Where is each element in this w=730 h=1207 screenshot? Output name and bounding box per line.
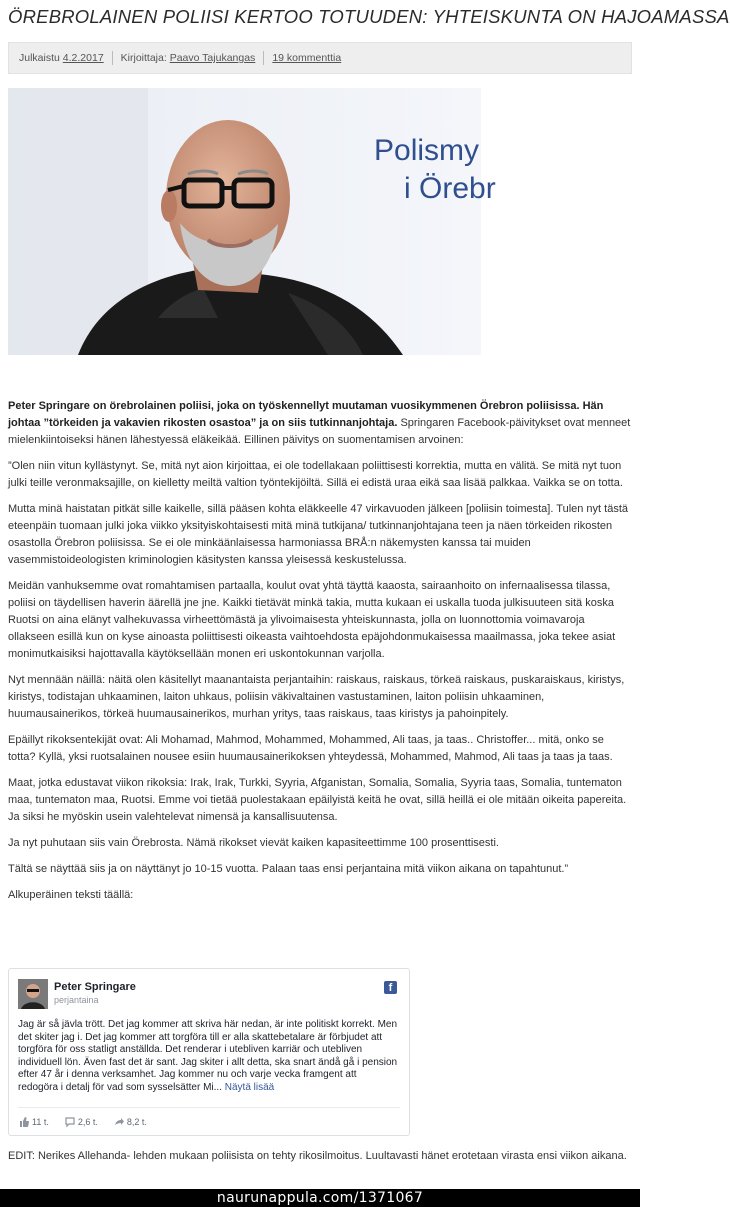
comment-icon <box>65 1117 75 1127</box>
background-sign-text: i Örebr <box>404 172 496 205</box>
article-meta-bar <box>8 42 632 74</box>
site-watermark: naurunappula.com/1371067 <box>0 1189 640 1207</box>
meta-divider <box>112 51 113 65</box>
lead-rest-text: Springaren Facebook-päivitykset ovat menneet mielenkiintoiseksi hänen lähestyessä eläkeikää. Eillinen päivitys on suomentamisen arvoinen: <box>8 417 631 446</box>
quote-paragraph: Ja nyt puhutaan siis vain Örebrosta. Nämä rikokset vievät kaiken kapasiteettimme 100 prosenttisesti. <box>8 837 499 849</box>
fb-post-body: Jag är så jävla trött. Det jag kommer att skriva här nedan, är inte politiskt korrekt. Men det skiter jag i. Det jag kommer att torgföra till er alla skattebetalare är förbjudet att torgföra för oss statligt anställda. Det renderar i utebliven karriär och utebliven individuell lön. Även fast det är sant. Jag skiter i allt detta, ska snart ändå gå i pension efter 47 år i denna verksamhet. Jag kommer nu och varje vecka framgent att redogöra i detalj för vad som sysselsätter Mi... <box>18 1019 398 1093</box>
lead-paragraph <box>8 398 632 449</box>
meta-divider <box>263 51 264 65</box>
quote-paragraph: Nyt mennään näillä: näitä olen käsitellyt maanantaista perjantaihin: raiskaus, raiskaus, törkeä raiskaus, puskaraiskaus, kiristys, kiristys, todistajan uhkaaminen, laiton uhkaus, poliisin väkivaltainen vastustaminen, laiton poliisin uhkaaminen, huumausainerikos, törkeä huumausainerikos, murhan yritys, taas raiskaus, taas kiristys ja pahoinpitely. <box>8 674 625 720</box>
fb-shares-count: 8,2 t. <box>126 1117 147 1127</box>
author-link[interactable]: Paavo Tajukangas <box>169 52 256 64</box>
fb-shares[interactable] <box>114 1117 147 1127</box>
fb-see-more-link[interactable]: Näytä lisää <box>224 1081 275 1093</box>
background-sign-text: Polismy <box>374 134 480 167</box>
facebook-logo-icon[interactable]: f <box>384 981 397 994</box>
quote-paragraph: Maat, jotka edustavat viikon rikoksia: Irak, Irak, Turkki, Syyria, Afganistan, Somalia, Somalia, Syyria taas, Somalia, tuntematon maa, tuntematon maa, Ruotsi. Emme voi tietää puolestakaan epäilyistä keitä he ovat, sillä heillä ei ole mitään oikeita papereita. Ja siksi he myöskin usein valehtelevat nimensä ja kansallisuutensa. <box>8 777 627 823</box>
facebook-embed-card[interactable] <box>8 968 410 1136</box>
quote-paragraph: Epäillyt rikoksentekijät ovat: Ali Mohamad, Mahmod, Mohammed, Mohammed, Ali taas, ja taas.. Christoffer... mitä, onko se totta? Kyllä, yksi ruotsalainen nousee esiin huumausainerikoksen yhteydessä, Mohammed, Mahmod, Ali taas ja taas ja taas. <box>8 734 613 763</box>
fb-likes-count: 11 t. <box>32 1117 49 1127</box>
quote-paragraph: Mutta minä haistatan pitkät sille kaikelle, sillä pääsen kohta eläkkeelle 47 virkavuoden jälkeen [poliisin toimesta]. Tulen nyt tästä eteenpäin tuomaan julki joka viikko yksityiskohtaisesti mitä minä tutkijana/ tutkinnanjohtajana teen ja näen törkeiden rikosten osastolla Örebron poliisissa. Se ei ole minkäänlaisessa harmoniassa BRÅ:n näkemysten kanssa tai muiden vasemmistoideologisten kriminologien käsitysten kanssa yleisessä keskustelussa. <box>8 503 629 566</box>
original-text-label: Alkuperäinen teksti täällä: <box>8 889 134 901</box>
fb-divider <box>18 1107 400 1108</box>
fb-avatar[interactable] <box>18 979 48 1009</box>
fb-comments-count: 2,6 t. <box>77 1117 98 1127</box>
fb-author-name[interactable]: Peter Springare <box>54 981 136 993</box>
share-icon <box>114 1117 124 1127</box>
thumbs-up-icon <box>19 1117 29 1127</box>
portrait-photo <box>8 88 496 355</box>
published-date-link[interactable]: 4.2.2017 <box>62 52 104 64</box>
fb-post-time[interactable]: perjantaina <box>54 995 99 1005</box>
comments-link[interactable]: 19 kommenttia <box>272 52 342 64</box>
fb-engagement-stats <box>19 1117 163 1127</box>
quote-paragraph: Meidän vanhuksemme ovat romahtamisen partaalla, koulut ovat yhtä täyttä kaaosta, sairaanhoito on infernaalisessa tilassa, poliisi on täydellisen haverin äärellä jne jne. Kaikki tietävät minkä takia, mutta kukaan ei uskalla tuoda julkisuuteen sitä koska Ruotsi on aina elänyt valhekuvassa virheettömästä ja ylivoimaisesta yhteiskunnasta, jolla on luonnottomia voimavaroja ollakseen esillä kun on kyse ainoasta poliittisesti oikeasta vaihtoehdosta epäjohdonmukaisessa maailmassa, joka tekee asiat monimutkaisiksi hajottavalla käytöksellään monen eri uskontokunnan varjolla. <box>8 580 616 660</box>
fb-likes[interactable] <box>19 1117 49 1127</box>
article-title: ÖREBROLAINEN POLIISI KERTOO TOTUUDEN: YHTEISKUNTA ON HAJOAMASSA <box>8 6 730 27</box>
published-label: Julkaistu <box>19 52 60 64</box>
article-body <box>8 398 632 913</box>
lead-bold-text: Peter Springare on örebrolainen poliisi, joka on työskennellyt muutaman vuosikymmenen Örebron poliisissa. Hän johtaa ”törkeiden ja vakavien rikosten osastoa” ja on siis tutkinnanjohtaja. <box>8 400 604 429</box>
edit-note: EDIT: Nerikes Allehanda- lehden mukaan poliisista on tehty rikosilmoitus. Luultavasti hänet erotetaan virasta ensi viikon aikana. <box>8 1150 627 1162</box>
quote-paragraph: Tältä se näyttää siis ja on näyttänyt jo 10-15 vuotta. Palaan taas ensi perjantaina mitä viikon aikana on tapahtunut.” <box>8 863 569 875</box>
fb-post-text <box>18 1019 398 1094</box>
article-hero-image <box>8 88 496 355</box>
quote-paragraph: ”Olen niin vitun kyllästynyt. Se, mitä nyt aion kirjoittaa, ei ole todellakaan poliittisesti korrektia, mutta en välitä. Se mitä nyt tuon julki teille veronmaksajille, on kielletty meiltä valtion työntekijöiltä. Sillä ei edistä uraa eikä saa lisää palkkaa. Vaikka se on totta. <box>8 460 623 489</box>
avatar-image <box>18 979 48 1009</box>
fb-comments[interactable] <box>65 1117 98 1127</box>
author-label: Kirjoittaja: <box>120 52 167 64</box>
